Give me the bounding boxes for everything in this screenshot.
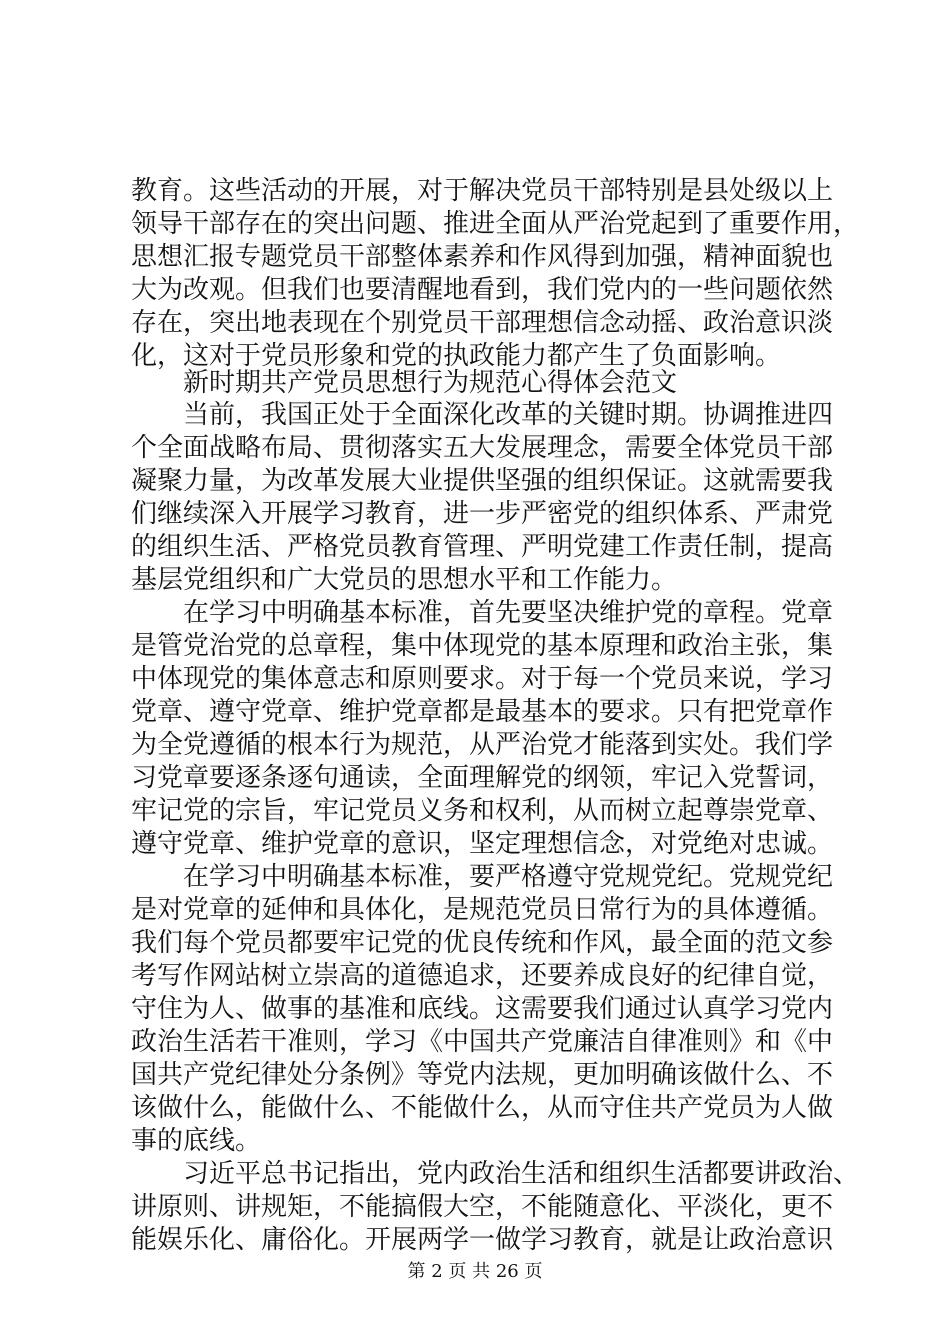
text-line: 考写作网站树立崇高的道德追求，还要养成良好的纪律自觉， — [131, 961, 834, 991]
text-line: 凝聚力量，为改革发展大业提供坚强的组织保证。这就需要我 — [131, 466, 834, 496]
text-line: 领导干部存在的突出问题、推进全面从严治党起到了重要作用， — [131, 209, 860, 239]
text-line: 存在，突出地表现在个别党员干部理想信念动摇、政治意识淡 — [131, 308, 834, 338]
text-line: 是对党章的延伸和具体化，是规范党员日常行为的具体遵循。 — [131, 895, 834, 925]
text-line: 遵守党章、维护党章的意识，坚定理想信念，对党绝对忠诚。 — [131, 829, 834, 859]
text-line: 习近平总书记指出，党内政治生活和组织生活都要讲政治、 — [183, 1159, 860, 1189]
text-line: 化，这对于党员形象和党的执政能力都产生了负面影响。 — [131, 341, 782, 371]
text-line: 基层党组织和广大党员的思想水平和工作能力。 — [131, 565, 678, 595]
text-line: 政治生活若干准则，学习《中国共产党廉洁自律准则》和《中 — [131, 1027, 834, 1057]
text-line: 为全党遵循的根本行为规范，从严治党才能落到实处。我们学 — [131, 730, 834, 760]
text-line: 教育。这些活动的开展，对于解决党员干部特别是县处级以上 — [131, 176, 834, 206]
text-line: 在学习中明确基本标准，首先要坚决维护党的章程。党章 — [183, 598, 834, 628]
text-line: 思想汇报专题党员干部整体素养和作风得到加强，精神面貌也 — [131, 242, 834, 272]
text-line: 守住为人、做事的基准和底线。这需要我们通过认真学习党内 — [131, 994, 834, 1024]
text-line: 能娱乐化、庸俗化。开展两学一做学习教育，就是让政治意识 — [131, 1225, 834, 1255]
page-number-footer: 第 2 页 共 26 页 — [407, 1261, 543, 1282]
text-line: 个全面战略布局、贯彻落实五大发展理念，需要全体党员干部 — [131, 433, 834, 463]
text-line: 事的底线。 — [131, 1126, 262, 1156]
text-line: 的组织生活、严格党员教育管理、严明党建工作责任制，提高 — [131, 532, 834, 562]
text-line: 我们每个党员都要牢记党的优良传统和作风，最全面的范文参 — [131, 928, 834, 958]
text-line: 们继续深入开展学习教育，进一步严密党的组织体系、严肃党 — [131, 499, 834, 529]
text-line: 讲原则、讲规矩，不能搞假大空，不能随意化、平淡化，更不 — [131, 1192, 834, 1222]
text-line: 是管党治党的总章程，集中体现党的基本原理和政治主张，集 — [131, 631, 834, 661]
text-line: 牢记党的宗旨，牢记党员义务和权利，从而树立起尊崇党章、 — [131, 796, 834, 826]
text-line: 习党章要逐条逐句通读，全面理解党的纲领，牢记入党誓词， — [131, 763, 834, 793]
text-line: 当前，我国正处于全面深化改革的关键时期。协调推进四 — [183, 400, 834, 430]
text-line: 该做什么，能做什么、不能做什么，从而守住共产党员为人做 — [131, 1093, 834, 1123]
text-line: 在学习中明确基本标准，要严格遵守党规党纪。党规党纪 — [183, 862, 834, 892]
section-heading: 新时期共产党员思想行为规范心得体会范文 — [183, 368, 678, 398]
text-line: 大为改观。但我们也要清醒地看到，我们党内的一些问题依然 — [131, 275, 834, 305]
text-line: 党章、遵守党章、维护党章都是最基本的要求。只有把党章作 — [131, 697, 834, 727]
text-line: 中体现党的集体意志和原则要求。对于每一个党员来说，学习 — [131, 664, 834, 694]
text-line: 国共产党纪律处分条例》等党内法规，更加明确该做什么、不 — [131, 1060, 834, 1090]
